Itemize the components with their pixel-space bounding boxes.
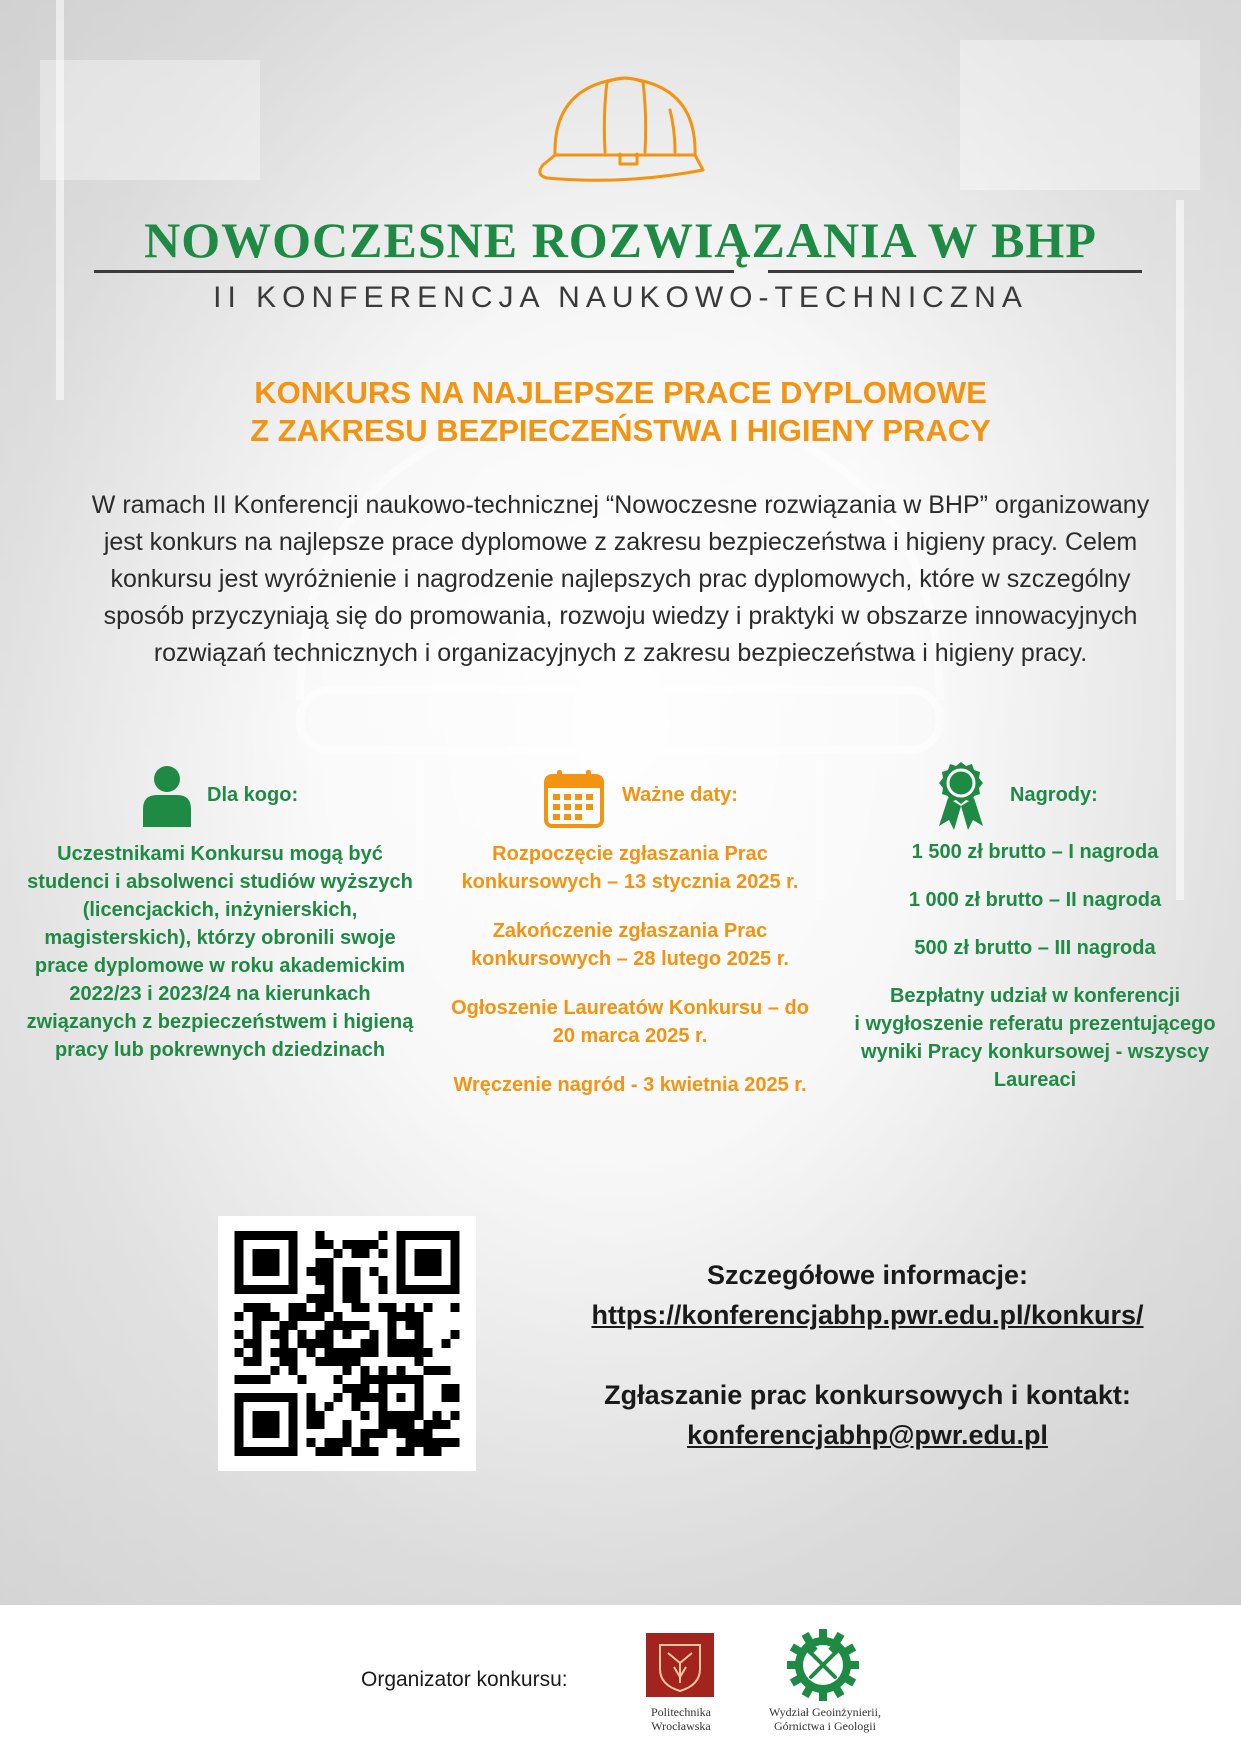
wggg-name	[745, 1705, 905, 1733]
date-item-line: Ogłoszenie Laureatów Konkursu – do	[451, 997, 809, 1019]
title-rule-right	[768, 270, 1142, 273]
intro-line: rozwiązań technicznych i organizacyjnych z zakresu bezpieczeństwa i higieny pracy.	[153, 639, 1088, 667]
date-item	[430, 1071, 830, 1099]
person-icon	[141, 765, 193, 827]
who-line: 2022/23 i 2023/24 na kierunkach	[69, 983, 371, 1005]
who-line: (licencjackich, inżynierskich,	[82, 899, 358, 921]
who-line: pracy lub pokrewnych dziedzinach	[54, 1039, 386, 1061]
intro-line: konkursu jest wyróżnienie i nagrodzenie najlepszych prac dyplomowych, które w szczególny	[110, 565, 1131, 593]
who-line: studenci i absolwenci studiów wyższych	[27, 871, 413, 893]
date-item-line: 20 marca 2025 r.	[552, 1025, 708, 1047]
prize-extra-line: wyniki Pracy konkursowej - wszyscy	[861, 1041, 1209, 1063]
date-item-line: konkursowych – 28 lutego 2025 r.	[471, 948, 789, 970]
who-line: magisterskich), którzy obronili swoje	[44, 927, 396, 949]
conference-title: NOWOCZESNE ROZWIĄZANIA W BHP	[144, 212, 1097, 268]
qr-code[interactable]	[233, 1231, 461, 1456]
wggg-name-line: Wydział Geoinżynierii,	[769, 1705, 881, 1719]
details-link[interactable]: https://konferencjabhp.pwr.edu.pl/konkurs/	[591, 1300, 1144, 1330]
intro-line: sposób przyczyniają się do promowania, rozwoju wiedzy i praktyki w obszarze innowacyjnych	[103, 602, 1138, 630]
date-item	[430, 917, 830, 973]
who-line: prace dyplomowe w roku akademickim	[34, 955, 406, 977]
prize-extra-line: Laureaci	[993, 1069, 1077, 1091]
wggg-name-line: Górnictwa i Geologii	[774, 1719, 876, 1733]
wggg-gear-logo	[785, 1627, 861, 1703]
prizes-list	[840, 838, 1230, 1094]
contest-heading-line-1: KONKURS NA NAJLEPSZE PRACE DYPLOMOWE	[254, 375, 987, 410]
intro-line: W ramach II Konferencji naukowo-technicznej “Nowoczesne rozwiązania w BHP” organizowany	[91, 491, 1150, 519]
date-item-line: Rozpoczęcie zgłaszania Prac	[492, 843, 768, 865]
date-item-line: konkursowych – 13 stycznia 2025 r.	[461, 871, 799, 893]
title-rule-left	[94, 270, 734, 273]
contact-email-link[interactable]: konferencjabhp@pwr.edu.pl	[687, 1420, 1048, 1450]
contact-label: Zgłaszanie prac konkursowych i kontakt:	[604, 1380, 1131, 1410]
prize-third: 500 zł brutto – III nagroda	[914, 937, 1156, 959]
prize-first: 1 500 zł brutto – I nagroda	[911, 841, 1159, 863]
pwr-name	[618, 1705, 744, 1733]
organizer-label: Organizator konkursu:	[361, 1668, 568, 1691]
date-item-line: Zakończenie zgłaszania Prac	[492, 920, 768, 942]
details-label: Szczegółowe informacje:	[706, 1260, 1029, 1290]
who-description	[10, 840, 430, 1064]
hard-hat-icon	[525, 60, 725, 200]
date-item	[430, 840, 830, 896]
prize-extra	[840, 982, 1230, 1094]
contest-heading-line-2: Z ZAKRESU BEZPIECZEŃSTWA I HIGIENY PRACY	[250, 413, 991, 448]
dates-list	[430, 840, 830, 1120]
prize-second: 1 000 zł brutto – II nagroda	[908, 889, 1162, 911]
date-item-line: Wręczenie nagród - 3 kwietnia 2025 r.	[453, 1074, 807, 1096]
date-item	[430, 994, 830, 1050]
award-ribbon-icon	[933, 760, 989, 832]
intro-paragraph	[22, 487, 1219, 672]
pwr-name-line: Politechnika	[651, 1705, 711, 1719]
contest-heading	[0, 374, 1241, 450]
qr-code-box[interactable]	[218, 1216, 476, 1471]
prizes-heading: Nagrody:	[1010, 784, 1098, 806]
pwr-name-line: Wrocławska	[651, 1719, 711, 1733]
who-line: związanych z bezpieczeństwem i higieną	[26, 1011, 414, 1033]
prize-extra-line: i wygłoszenie referatu prezentującego	[854, 1013, 1216, 1035]
who-heading: Dla kogo:	[207, 784, 299, 806]
dates-heading: Ważne daty:	[622, 784, 738, 806]
calendar-icon	[543, 768, 605, 830]
who-line: Uczestnikami Konkursu mogą być	[57, 843, 383, 865]
intro-line: jest konkurs na najlepsze prace dyplomowe z zakresu bezpieczeństwa i higieny pracy. Celem	[103, 528, 1138, 556]
prize-extra-line: Bezpłatny udział w konferencji	[889, 985, 1181, 1007]
pwr-eagle-logo	[646, 1633, 714, 1697]
conference-subtitle: II KONFERENCJA NAUKOWO-TECHNICZNA	[213, 281, 1028, 314]
